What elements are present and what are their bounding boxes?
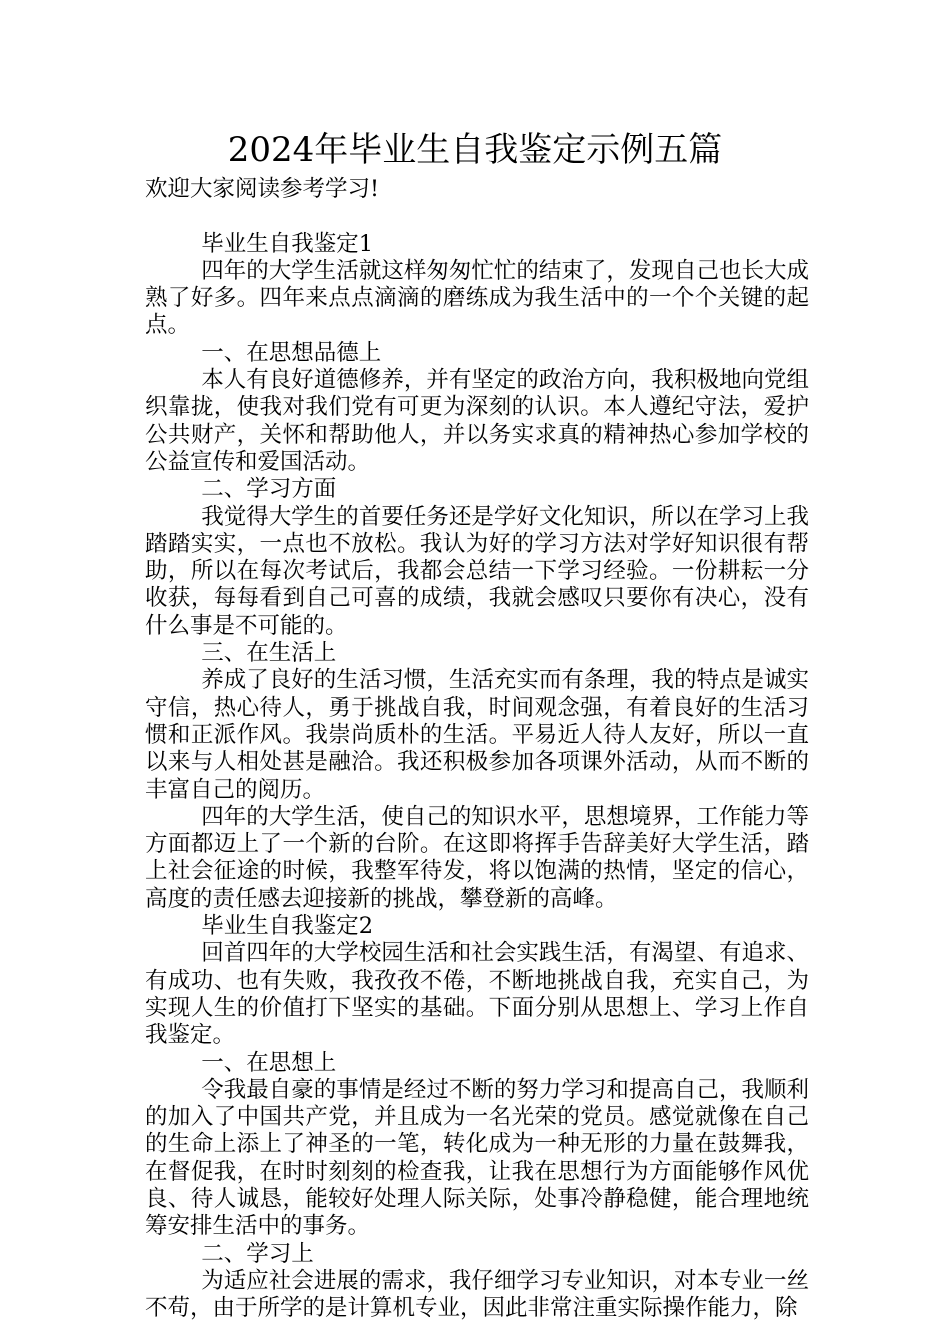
sub-heading: 三、在生活上	[201, 640, 337, 667]
document-body	[145, 176, 809, 1322]
paragraph: 回首四年的大学校园生活和社会实践生活，有渴望、有追求、有成功、也有失败，我孜孜不倦，不断地挑战自我，充实自己，为实现人生的价值打下坚实的基础。下面分别从思想上、学习上作自我鉴定。	[145, 940, 809, 1049]
section-heading: 毕业生自我鉴定1	[201, 230, 374, 257]
welcome-line: 欢迎大家阅读参考学习!	[145, 176, 380, 202]
paragraph: 我觉得大学生的首要任务还是学好文化知识，所以在学习上我踏踏实实，一点也不放松。我认为好的学习方法对学好知识很有帮助，所以在每次考试后，我都会总结一下学习经验。一份耕耘一分收获，每每看到自己可喜的成绩，我就会感叹只要你有决心，没有什么事是不可能的。	[145, 503, 809, 639]
paragraph: 令我最自豪的事情是经过不断的努力学习和提高自己，我顺利的加入了中国共产党，并且成为一名光荣的党员。感觉就像在自己的生命上添上了神圣的一笔，转化成为一种无形的力量在鼓舞我，在督促我，在时时刻刻的检查我，让我在思想行为方面能够作风优良、待人诚恳，能较好处理人际关际，处事冷静稳健，能合理地统筹安排生活中的事务。	[145, 1076, 809, 1240]
sub-heading: 二、学习上	[201, 1240, 314, 1267]
paragraph: 本人有良好道德修养，并有坚定的政治方向，我积极地向党组织靠拢，使我对我们党有可更为深刻的认识。本人遵纪守法，爱护公共财产，关怀和帮助他人，并以务实求真的精神热心参加学校的公益宣传和爱国活动。	[145, 367, 809, 475]
paragraph: 四年的大学生活就这样匆匆忙忙的结束了，发现自己也长大成熟了好多。四年来点点滴滴的磨练成为我生活中的一个个关键的起点。	[145, 257, 809, 339]
section-heading: 毕业生自我鉴定2	[201, 913, 374, 940]
paragraph: 养成了良好的生活习惯，生活充实而有条理，我的特点是诚实守信，热心待人，勇于挑战自我，时间观念强，有着良好的生活习惯和正派作风。我崇尚质朴的生活。平易近人待人友好，所以一直以来与人相处甚是融洽。我还积极参加各项课外活动，从而不断的丰富自己的阅历。	[145, 667, 809, 803]
paragraph: 四年的大学生活，使自己的知识水平，思想境界，工作能力等方面都迈上了一个新的台阶。在这即将挥手告辞美好大学生活，踏上社会征途的时候，我整军待发，将以饱满的热情，坚定的信心，高度的责任感去迎接新的挑战，攀登新的高峰。	[145, 803, 809, 912]
paragraph: 为适应社会进展的需求，我仔细学习专业知识，对本专业一丝不苟，由于所学的是计算机专业，因此非常注重实际操作能力，除	[145, 1267, 809, 1322]
sub-heading: 一、在思想品德上	[201, 339, 382, 366]
document-title: 2024年毕业生自我鉴定示例五篇	[227, 130, 723, 170]
sub-heading: 二、学习方面	[201, 476, 337, 503]
blank-line	[145, 203, 809, 230]
sub-heading: 一、在思想上	[201, 1049, 337, 1076]
